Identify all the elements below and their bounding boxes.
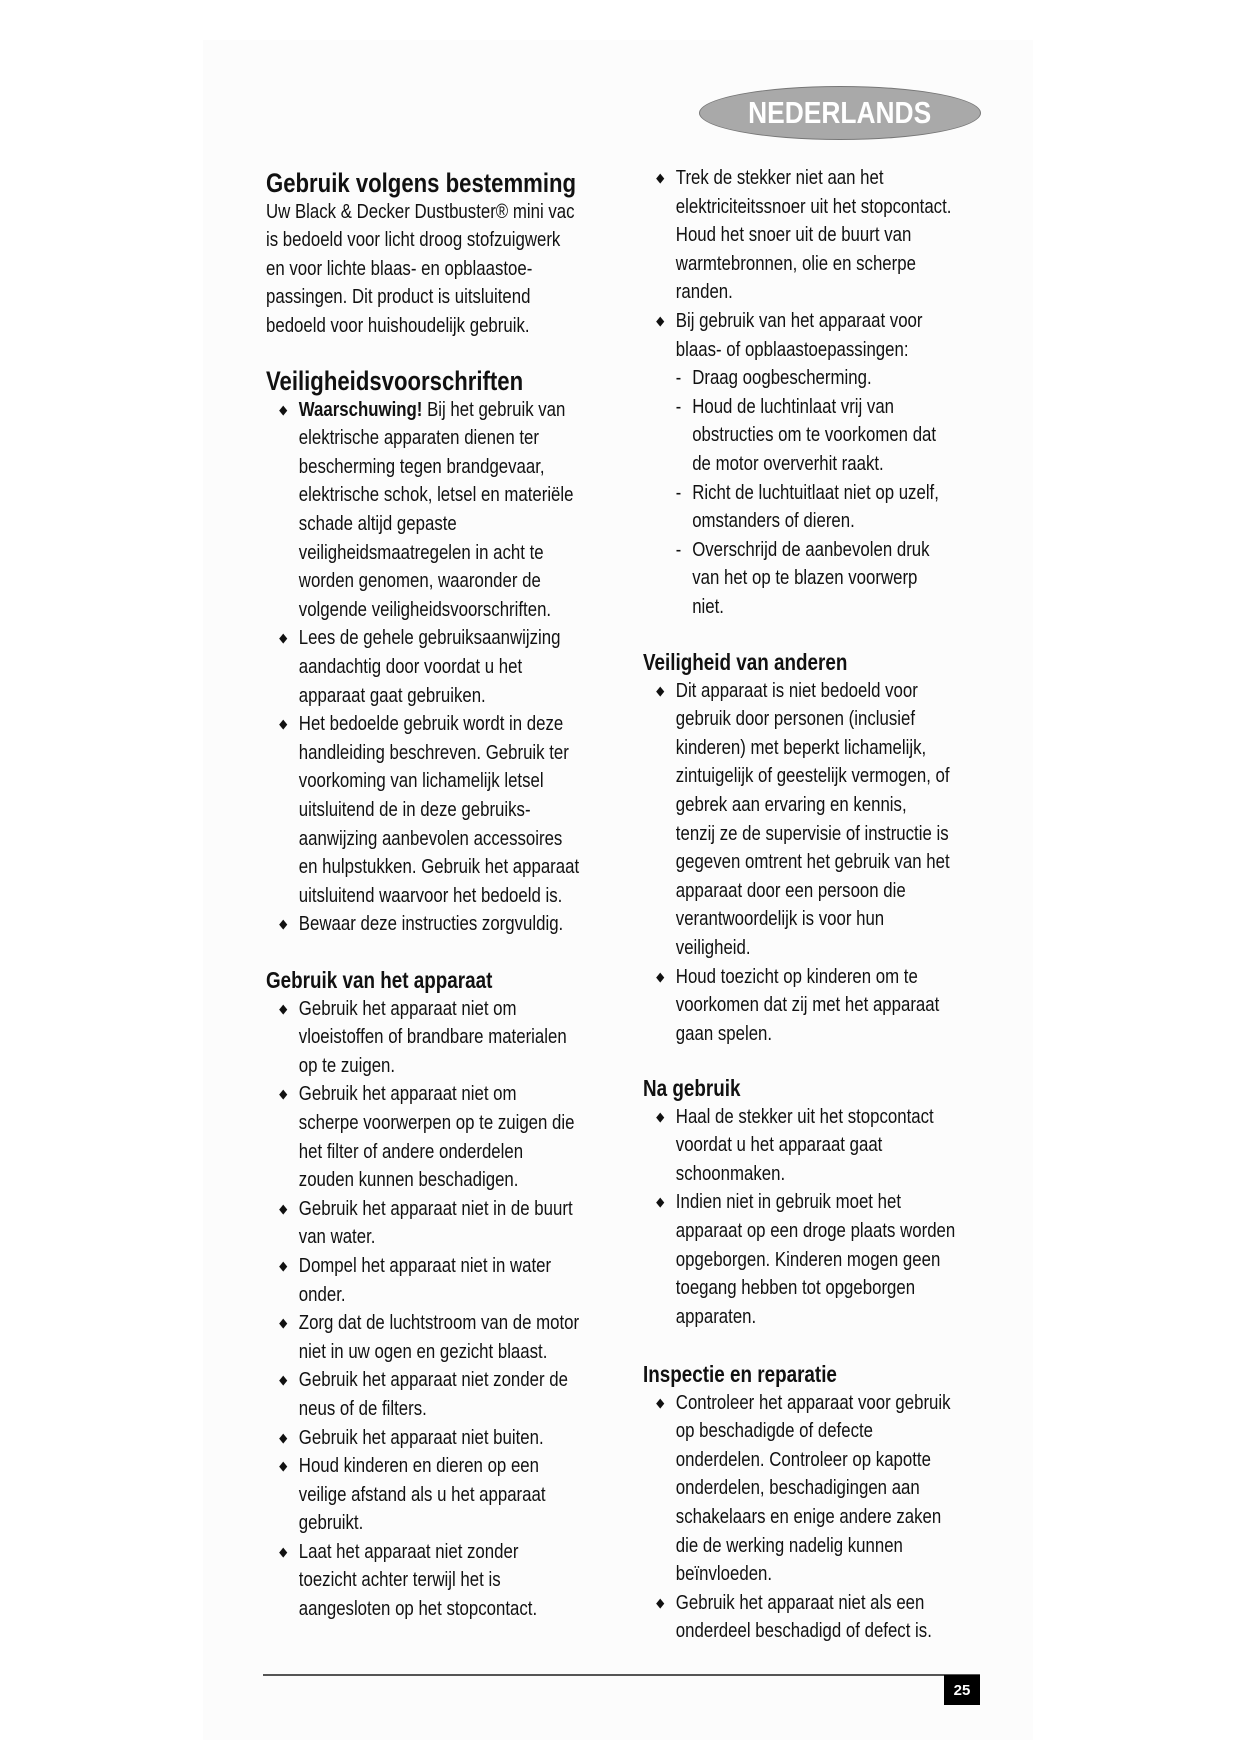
diamond-bullet-icon: ◆ [656, 1194, 665, 1210]
text-line: blaas- of opblaastoepassingen: [675, 337, 909, 361]
diamond-bullet-icon: ◆ [279, 716, 288, 732]
diamond-bullet-icon: ◆ [279, 1543, 288, 1559]
text-line: bedoeld voor huishoudelijk gebruik. [266, 313, 530, 337]
text-line: Houd het snoer uit de buurt van [675, 223, 912, 247]
section-heading: Gebruik van het apparaat [266, 967, 493, 993]
text-line: en voor lichte blaas- en opblaastoe- [266, 256, 533, 280]
text-line: handleiding beschreven. Gebruik ter [298, 740, 569, 764]
text-line: Bij gebruik van het apparaat voor [675, 308, 923, 332]
text-line: toezicht achter terwijl het is [298, 1568, 501, 1592]
text-line: onderdeel beschadigd of defect is. [675, 1619, 932, 1643]
language-label: NEDERLANDS [748, 95, 932, 130]
text-line: aangesloten op het stopcontact. [298, 1597, 538, 1621]
list-item [643, 1389, 1102, 1589]
text-line: Houd toezicht op kinderen om te [675, 964, 918, 988]
text-line: elektrische schok, letsel en materiële [298, 483, 574, 507]
text-line: apparaat op een droge plaats worden [675, 1218, 956, 1242]
text-line: uitsluitend de in deze gebruiks- [298, 797, 531, 821]
text-line: op te zuigen. [298, 1053, 396, 1077]
text-line: Het bedoelde gebruik wordt in deze [298, 712, 564, 736]
diamond-bullet-icon: ◆ [656, 312, 665, 328]
language-tab [699, 86, 981, 140]
diamond-bullet-icon: ◆ [656, 1394, 665, 1410]
diamond-bullet-icon: ◆ [279, 1315, 288, 1331]
diamond-bullet-icon: ◆ [279, 1458, 288, 1474]
section-heading: Na gebruik [643, 1075, 741, 1101]
diamond-bullet-icon: ◆ [279, 401, 288, 417]
text-line: passingen. Dit product is uitsluitend [266, 285, 531, 309]
text-line: Houd de luchtinlaat vrij van [692, 394, 895, 418]
text-line: zouden kunnen beschadigen. [298, 1168, 519, 1192]
text-line: toegang hebben tot opgeborgen [675, 1276, 916, 1300]
section-inspection-repair [643, 1360, 1102, 1646]
section-after-use [643, 1074, 1102, 1331]
text-line: Gebruik het apparaat niet buiten. [298, 1425, 544, 1449]
section-using-appliance-continued [643, 164, 1102, 622]
text-line: Indien niet in gebruik moet het [675, 1190, 902, 1214]
text-line: Trek de stekker niet aan het [675, 166, 884, 189]
sub-list-item [643, 479, 1102, 536]
diamond-bullet-icon: ◆ [279, 1086, 288, 1102]
text-line: veiligheid. [675, 935, 751, 959]
text-line: van water. [298, 1225, 376, 1249]
list-item [643, 307, 1102, 364]
text-line: elektriciteitssnoer uit het stopcontact. [675, 194, 952, 218]
diamond-bullet-icon: ◆ [279, 1200, 288, 1216]
text-line: apparaat gaat gebruiken. [298, 683, 486, 707]
section-heading: Gebruik volgens bestemming [266, 168, 577, 198]
diamond-bullet-icon: ◆ [279, 1429, 288, 1445]
diamond-bullet-icon: ◆ [656, 170, 665, 185]
text-line: worden genomen, waaronder de [298, 569, 541, 593]
text-line: Zorg dat de luchtstroom van de motor [298, 1311, 580, 1335]
text-line: aanwijzing aanbevolen accessoires [298, 826, 563, 850]
text-line: gaan spelen. [675, 1021, 773, 1045]
diamond-bullet-icon: ◆ [279, 1257, 288, 1273]
text-line: schakelaars en enige andere zaken [675, 1504, 942, 1528]
text-line: Overschrijd de aanbevolen druk [692, 537, 930, 561]
page-number: 25 [944, 1675, 980, 1705]
text-line: Dompel het apparaat niet in water [298, 1253, 552, 1277]
text-line: schoonmaken. [675, 1161, 786, 1185]
text-line: schade altijd gepaste [298, 511, 457, 535]
diamond-bullet-icon: ◆ [656, 1594, 665, 1610]
text-line: die de werking nadelig kunnen [675, 1533, 903, 1557]
text-line: Controleer het apparaat voor gebruik [675, 1390, 951, 1414]
text-line: Gebruik het apparaat niet om [298, 1082, 517, 1106]
text-fragment: Bij het gebruik van [422, 397, 566, 421]
text-line: volgende veiligheidsvoorschriften. [298, 597, 552, 621]
text-line: Haal de stekker uit het stopcontact [675, 1104, 934, 1128]
text-line: voordat u het apparaat gaat [675, 1133, 883, 1157]
text-line: Uw Black & Decker Dustbuster® mini vac [266, 199, 575, 223]
text-line: scherpe voorwerpen op te zuigen die [298, 1110, 575, 1134]
text-line: tenzij ze de supervisie of instructie is [675, 821, 949, 845]
diamond-bullet-icon: ◆ [279, 1000, 288, 1016]
diamond-bullet-icon: ◆ [279, 1372, 288, 1388]
warning-label: Waarschuwing! [298, 397, 423, 421]
text-line: onderdelen. Controleer op kapotte [675, 1447, 931, 1471]
sub-list-item [643, 536, 1102, 622]
text-line: beïnvloeden. [675, 1562, 773, 1586]
text-line: elektrische apparaten dienen ter [298, 426, 539, 450]
list-item [643, 677, 1102, 963]
diamond-bullet-icon: ◆ [279, 630, 288, 646]
text-line: Richt de luchtuitlaat niet op uzelf, [692, 480, 939, 504]
text-line: niet in uw ogen en gezicht blaast. [298, 1339, 548, 1363]
text-line: veiligheidsmaatregelen in acht te [298, 540, 544, 564]
text-line: gebrek aan ervaring en kennis, [675, 792, 907, 816]
text-line: uitsluitend waarvoor het bedoeld is. [298, 883, 563, 907]
text-line: op beschadigde of defecte [675, 1419, 874, 1443]
text-line: gebruik door personen (inclusief [675, 707, 916, 731]
text-line: vloeistoffen of brandbare materialen [298, 1025, 567, 1049]
text-line: het filter of andere onderdelen [298, 1139, 524, 1163]
text-line: obstructies om te voorkomen dat [692, 423, 937, 447]
text-line: niet. [692, 594, 724, 618]
text-line: opgeborgen. Kinderen mogen geen [675, 1247, 941, 1271]
list-item [643, 1103, 1102, 1189]
text-line: van het op te blazen voorwerp [692, 566, 918, 590]
text-line: neus of de filters. [298, 1396, 427, 1420]
section-heading: Inspectie en reparatie [643, 1361, 837, 1387]
text-line: Gebruik het apparaat niet als een [675, 1590, 925, 1614]
diamond-bullet-icon: ◆ [656, 682, 665, 698]
text-line: Houd kinderen en dieren op een [298, 1454, 539, 1478]
text-line: onderdelen, beschadigingen aan [675, 1476, 920, 1500]
text-line: apparaat door een persoon die [675, 878, 906, 902]
text-line: verantwoordelijk is voor hun [675, 907, 885, 931]
text-line: Lees de gehele gebruiksaanwijzing [298, 626, 561, 650]
text-line: Draag oogbescherming. [692, 366, 872, 390]
text-line: zintuigelijk of geestelijk vermogen, of [675, 764, 950, 788]
text-line: Laat het apparaat niet zonder [298, 1539, 519, 1563]
footer-rule [263, 1674, 980, 1676]
text-line: omstanders of dieren. [692, 509, 855, 533]
text-line: gebruikt. [298, 1511, 364, 1535]
text-line: voorkomen dat zij met het apparaat [675, 993, 940, 1017]
text-line: Dit apparaat is niet bedoeld voor [675, 678, 918, 702]
section-heading: Veiligheid van anderen [643, 649, 848, 675]
text-line: Gebruik het apparaat niet om [298, 996, 517, 1020]
text-line: warmtebronnen, olie en scherpe [675, 251, 916, 275]
text-line: de motor oververhit raakt. [692, 451, 884, 475]
list-item [643, 1188, 1102, 1331]
text-line: gegeven omtrent het gebruik van het [675, 850, 950, 874]
diamond-bullet-icon: ◆ [656, 1108, 665, 1124]
text-line: onder. [298, 1282, 346, 1306]
diamond-bullet-icon: ◆ [279, 916, 288, 932]
text-line: randen. [675, 280, 733, 304]
dash-icon: - [675, 538, 682, 561]
section-safety-of-others [643, 648, 1102, 1048]
list-item [643, 164, 1102, 307]
diamond-bullet-icon: ◆ [656, 968, 665, 984]
text-line: veilige afstand als u het apparaat [298, 1482, 546, 1506]
text-line: Bewaar deze instructies zorgvuldig. [298, 912, 564, 936]
section-heading: Veiligheidsvoorschriften [266, 366, 524, 396]
sub-list-item [643, 393, 1102, 479]
text-line: voorkoming van lichamelijk letsel [298, 769, 544, 793]
dash-icon: - [675, 395, 682, 418]
text-line: Gebruik het apparaat niet in de buurt [298, 1196, 573, 1220]
text-line: is bedoeld voor licht droog stofzuigwerk [266, 228, 561, 252]
text-line: kinderen) met beperkt lichamelijk, [675, 735, 927, 759]
text-line: aandachtig door voordat u het [298, 654, 523, 678]
dash-icon: - [675, 481, 682, 504]
sub-list-item [643, 364, 1102, 393]
text-line: en hulpstukken. Gebruik het apparaat [298, 855, 580, 879]
list-item [643, 963, 1102, 1049]
list-item [643, 1589, 1102, 1646]
text-line: Gebruik het apparaat niet zonder de [298, 1368, 568, 1392]
text-line: apparaten. [675, 1304, 757, 1328]
dash-icon: - [675, 367, 682, 390]
text-line: bescherming tegen brandgevaar, [298, 454, 545, 478]
